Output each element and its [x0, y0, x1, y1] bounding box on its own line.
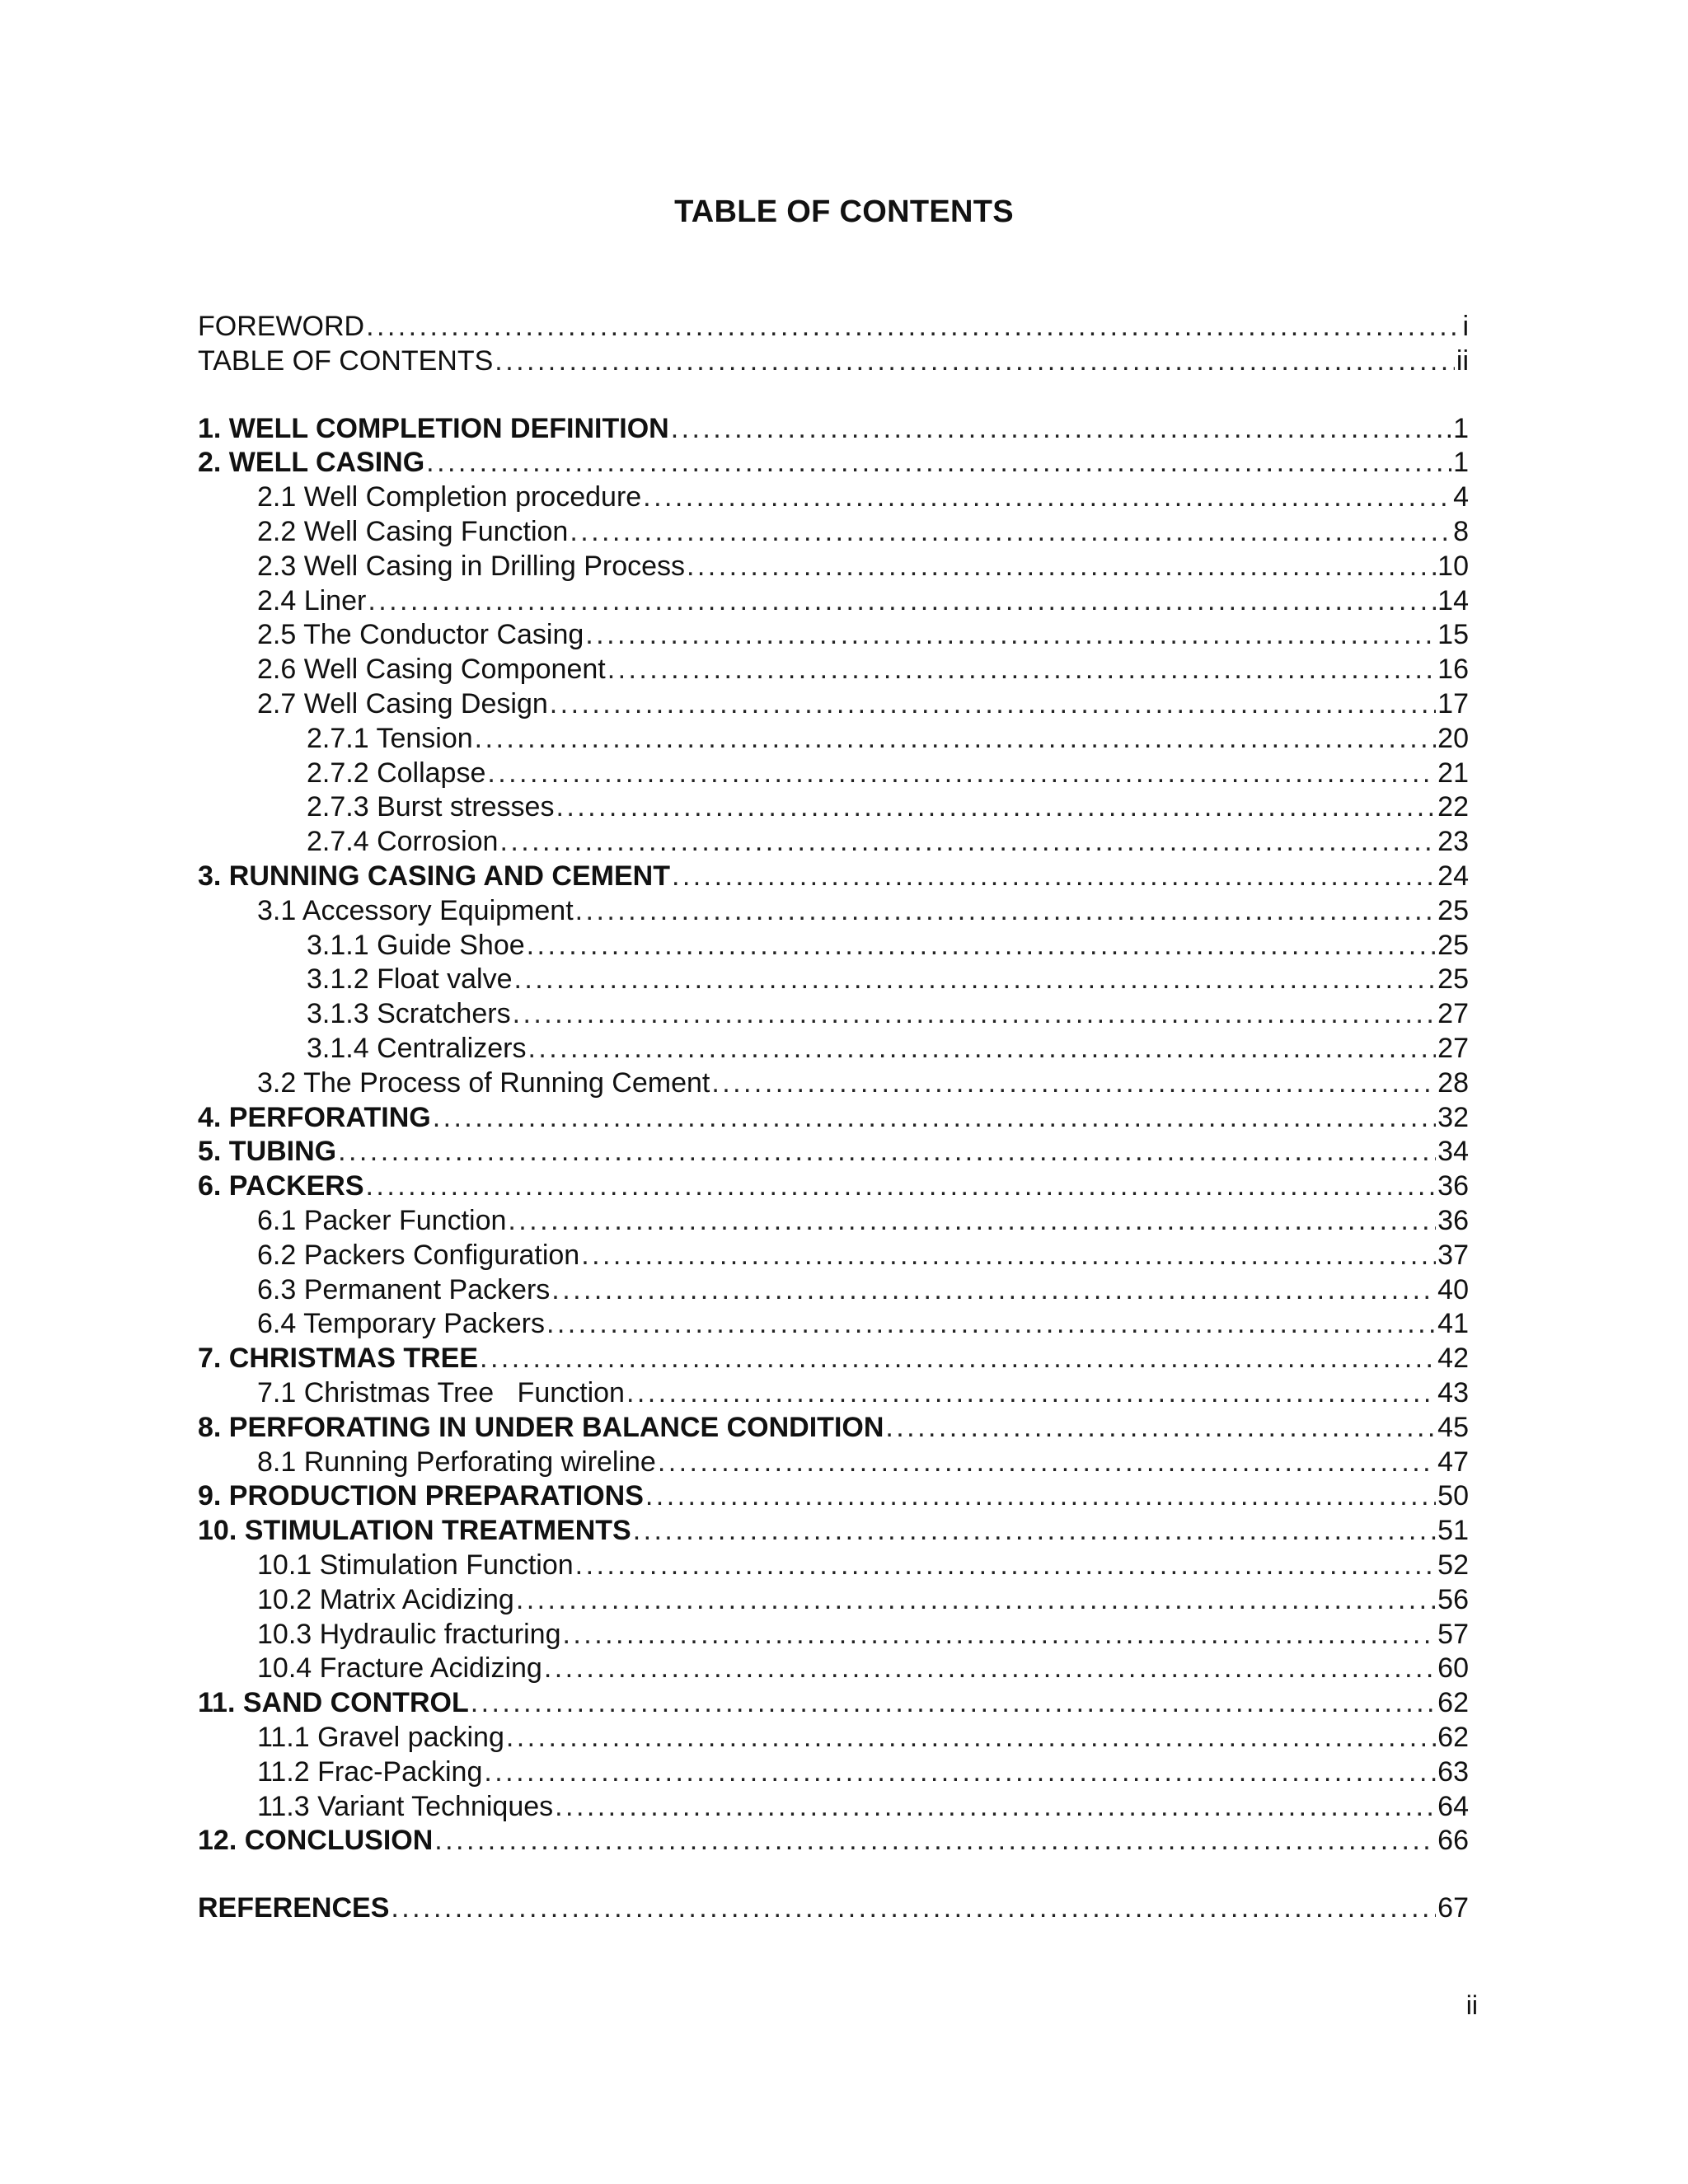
toc-entry[interactable]	[198, 1133, 1469, 1168]
toc-entry[interactable]	[198, 444, 1469, 479]
toc-entry-page: 4	[1453, 481, 1469, 513]
toc-leader-dots	[645, 1479, 1436, 1512]
toc-entry-label: 11. SAND CONTROL	[198, 1687, 469, 1718]
toc-leader-dots	[643, 480, 1451, 513]
toc-leader-dots	[366, 310, 1461, 343]
toc-entry[interactable]	[257, 1444, 1469, 1479]
toc-entry-page: 25	[1437, 895, 1469, 926]
toc-entry-page: 62	[1437, 1687, 1469, 1718]
toc-entry-page: 50	[1437, 1480, 1469, 1511]
toc-entry-label: 9. PRODUCTION PREPARATIONS	[198, 1480, 644, 1511]
toc-entry-label: 7. CHRISTMAS TREE	[198, 1343, 479, 1374]
toc-entry-label: 6.2 Packers Configuration	[257, 1240, 580, 1271]
toc-leader-dots	[658, 1446, 1436, 1479]
toc-entry-page: 47	[1437, 1446, 1469, 1478]
toc-entry[interactable]	[257, 651, 1469, 686]
toc-entry-page: 66	[1437, 1825, 1469, 1856]
toc-entry-page: 41	[1437, 1308, 1469, 1339]
toc-entry[interactable]	[307, 996, 1469, 1030]
toc-entry-label: 6. PACKERS	[198, 1170, 364, 1202]
toc-entry-label: 11.2 Frac-Packing	[257, 1756, 483, 1788]
toc-entry-label: 3. RUNNING CASING AND CEMENT	[198, 860, 670, 892]
toc-leader-dots	[626, 1376, 1436, 1409]
toc-entry[interactable]	[198, 1685, 1469, 1719]
toc-entry-page: 14	[1437, 585, 1469, 616]
toc-leader-dots	[527, 929, 1437, 962]
toc-entry-label: 2.1 Well Completion procedure	[257, 481, 642, 513]
toc-entry-page: 67	[1437, 1892, 1469, 1924]
toc-entry-label: 2.5 The Conductor Casing	[257, 619, 584, 650]
toc-entry[interactable]	[307, 789, 1469, 823]
toc-entry-page: 34	[1437, 1136, 1469, 1167]
toc-entry-label: 7.1 Christmas Tree Function	[257, 1377, 625, 1408]
toc-leader-dots	[513, 963, 1436, 996]
toc-leader-dots	[546, 1307, 1436, 1340]
toc-entry-page: 63	[1437, 1756, 1469, 1788]
toc-entry[interactable]	[307, 961, 1469, 996]
toc-leader-dots	[508, 1204, 1436, 1237]
toc-entry-label: FOREWORD	[198, 311, 365, 342]
toc-leader-dots	[711, 1066, 1436, 1099]
toc-entry[interactable]	[257, 1719, 1469, 1754]
toc-entry-page: 23	[1437, 826, 1469, 857]
toc-entry[interactable]	[198, 1099, 1469, 1134]
toc-leader-dots	[480, 1342, 1436, 1375]
toc-entry[interactable]	[198, 1512, 1469, 1547]
toc-entry-page: 51	[1437, 1515, 1469, 1546]
toc-entry-page: 45	[1437, 1412, 1469, 1443]
toc-leader-dots	[506, 1721, 1436, 1754]
toc-leader-dots	[513, 997, 1437, 1030]
toc-entry-page: 27	[1437, 1033, 1469, 1064]
toc-leader-dots	[366, 1169, 1437, 1202]
toc-entry[interactable]	[198, 308, 1469, 343]
toc-entry-label: 6.1 Packer Function	[257, 1205, 507, 1236]
toc-entry[interactable]	[198, 1822, 1469, 1857]
toc-leader-dots	[570, 515, 1451, 548]
toc-entry-page: 21	[1437, 757, 1469, 789]
toc-leader-dots	[338, 1135, 1436, 1168]
toc-entry-page: 25	[1437, 963, 1469, 995]
toc-entry-label: 11.1 Gravel packing	[257, 1722, 504, 1753]
toc-entry[interactable]	[257, 616, 1469, 651]
toc-entry-page: 52	[1437, 1549, 1469, 1581]
toc-entry[interactable]	[307, 755, 1469, 790]
toc-entry[interactable]	[257, 1547, 1469, 1582]
toc-entry-page: 57	[1437, 1619, 1469, 1650]
toc-entry[interactable]	[198, 858, 1469, 893]
toc-entry-label: 3.1.2 Float valve	[307, 963, 513, 995]
toc-entry-label: 12. CONCLUSION	[198, 1825, 434, 1856]
toc-entry-label: 2.3 Well Casing in Drilling Process	[257, 551, 686, 582]
toc-leader-dots	[550, 687, 1436, 720]
toc-entry[interactable]	[307, 823, 1469, 858]
toc-entry[interactable]	[307, 1030, 1469, 1065]
toc-leader-dots	[433, 1101, 1436, 1134]
page-number: ii	[1465, 1990, 1478, 2020]
toc-leader-dots	[391, 1891, 1436, 1924]
toc-entry-label: REFERENCES	[198, 1892, 390, 1924]
toc-leader-dots	[484, 1755, 1436, 1788]
toc-entry-page: 43	[1437, 1377, 1469, 1408]
toc-entry[interactable]	[257, 1305, 1469, 1340]
toc-entry-page: 32	[1437, 1102, 1469, 1133]
toc-entry-page: 16	[1437, 654, 1469, 685]
toc-entry-label: 3.1 Accessory Equipment	[257, 895, 574, 926]
toc-entry-label: 2.2 Well Casing Function	[257, 516, 569, 547]
toc-leader-dots	[672, 860, 1436, 893]
toc-entry[interactable]	[257, 1582, 1469, 1616]
toc-leader-dots	[607, 653, 1436, 686]
toc-leader-dots	[885, 1411, 1436, 1444]
toc-entry-label: 8.1 Running Perforating wireline	[257, 1446, 656, 1478]
toc-entry[interactable]	[307, 720, 1469, 755]
toc-entry[interactable]	[257, 1237, 1469, 1272]
toc-entry-page: 8	[1453, 516, 1469, 547]
toc-leader-dots	[563, 1618, 1437, 1651]
toc-entry-page: 1	[1453, 447, 1469, 478]
toc-entry[interactable]	[198, 1168, 1469, 1202]
toc-leader-dots	[495, 344, 1455, 377]
toc-entry[interactable]	[198, 1478, 1469, 1512]
toc-entry[interactable]	[198, 1890, 1469, 1924]
toc-entry-label: 4. PERFORATING	[198, 1102, 431, 1133]
toc-entry-label: 3.1.3 Scratchers	[307, 998, 511, 1029]
toc-entry-label: 5. TUBING	[198, 1136, 337, 1167]
toc-leader-dots	[551, 1273, 1436, 1306]
toc-leader-dots	[575, 894, 1437, 927]
toc-entry[interactable]	[257, 1616, 1469, 1651]
toc-leader-dots	[633, 1514, 1436, 1547]
toc-entry[interactable]	[257, 479, 1469, 513]
toc-entry-page: 28	[1437, 1067, 1469, 1099]
toc-entry[interactable]	[257, 583, 1469, 617]
toc-entry-page: 37	[1437, 1240, 1469, 1271]
toc-leader-dots	[368, 584, 1436, 617]
toc-entry-label: 10.3 Hydraulic fracturing	[257, 1619, 561, 1650]
toc-entry-label: 10. STIMULATION TREATMENTS	[198, 1515, 631, 1546]
toc-entry-label: TABLE OF CONTENTS	[198, 345, 494, 377]
toc-entry[interactable]	[198, 410, 1469, 445]
toc-entry-page: 10	[1437, 551, 1469, 582]
toc-entry-label: 3.1.1 Guide Shoe	[307, 930, 525, 961]
toc-entry[interactable]	[257, 1375, 1469, 1409]
toc-entry-page: 60	[1437, 1652, 1469, 1684]
toc-leader-dots	[556, 790, 1436, 823]
toc-entry-label: 1. WELL COMPLETION DEFINITION	[198, 413, 669, 444]
page-title: TABLE OF CONTENTS	[674, 194, 1014, 229]
toc-entry[interactable]	[257, 548, 1469, 583]
toc-entry[interactable]	[198, 1340, 1469, 1375]
toc-leader-dots	[544, 1652, 1436, 1685]
toc-entry[interactable]	[198, 1409, 1469, 1444]
toc-entry[interactable]	[257, 513, 1469, 548]
toc-entry-page: i	[1462, 311, 1469, 342]
toc-entry-page: 22	[1437, 791, 1469, 823]
toc-entry-label: 2.6 Well Casing Component	[257, 654, 606, 685]
toc-leader-dots	[434, 1824, 1436, 1857]
toc-entry[interactable]	[257, 1202, 1469, 1237]
toc-entry-page: 40	[1437, 1274, 1469, 1305]
toc-entry-label: 8. PERFORATING IN UNDER BALANCE CONDITION	[198, 1412, 884, 1443]
toc-entry-page: ii	[1456, 345, 1469, 377]
toc-entry-label: 2.7.1 Tension	[307, 723, 473, 754]
toc-entry-label: 10.4 Fracture Acidizing	[257, 1652, 542, 1684]
toc-leader-dots	[516, 1583, 1436, 1616]
toc-leader-dots	[426, 446, 1451, 479]
toc-entry-page: 17	[1437, 688, 1469, 719]
toc-entry-label: 2.7.2 Collapse	[307, 757, 486, 789]
toc-leader-dots	[471, 1686, 1436, 1719]
toc-entry-label: 10.2 Matrix Acidizing	[257, 1584, 514, 1615]
toc-leader-dots	[499, 825, 1436, 858]
toc-entry-label: 2. WELL CASING	[198, 447, 425, 478]
toc-entry-page: 42	[1437, 1343, 1469, 1374]
toc-entry-label: 11.3 Variant Techniques	[257, 1791, 554, 1822]
toc-entry-page: 64	[1437, 1791, 1469, 1822]
toc-entry[interactable]	[257, 893, 1469, 927]
toc-entry-label: 3.2 The Process of Running Cement	[257, 1067, 710, 1099]
toc-leader-dots	[575, 1549, 1437, 1582]
toc-entry-page: 20	[1437, 723, 1469, 754]
toc-entry-page: 25	[1437, 930, 1469, 961]
toc-entry[interactable]	[257, 1650, 1469, 1685]
toc-entry[interactable]	[257, 1065, 1469, 1099]
toc-entry[interactable]	[198, 343, 1469, 377]
toc-entry-label: 10.1 Stimulation Function	[257, 1549, 574, 1581]
toc-entry-label: 2.7.4 Corrosion	[307, 826, 499, 857]
toc-entry-label: 2.7.3 Burst stresses	[307, 791, 555, 823]
toc-leader-dots	[581, 1239, 1436, 1272]
toc-entry-page: 24	[1437, 860, 1469, 892]
toc-entry-page: 27	[1437, 998, 1469, 1029]
toc-entry-page: 36	[1437, 1170, 1469, 1202]
toc-entry-page: 62	[1437, 1722, 1469, 1753]
toc-entry-label: 2.4 Liner	[257, 585, 367, 616]
toc-entry-label: 6.4 Temporary Packers	[257, 1308, 545, 1339]
toc-leader-dots	[671, 412, 1444, 445]
toc-entry-page: 15	[1437, 619, 1469, 650]
toc-entry-page: .1	[1445, 413, 1469, 444]
toc-entry-page: 36	[1437, 1205, 1469, 1236]
toc-entry[interactable]	[257, 686, 1469, 720]
toc-entry-page: 56	[1437, 1584, 1469, 1615]
toc-leader-dots	[475, 722, 1437, 755]
toc-entry[interactable]	[307, 927, 1469, 962]
toc-entry-label: 3.1.4 Centralizers	[307, 1033, 527, 1064]
toc-leader-dots	[555, 1790, 1436, 1823]
toc-entry[interactable]	[257, 1272, 1469, 1306]
toc-leader-dots	[585, 618, 1436, 651]
toc-leader-dots	[687, 550, 1436, 583]
toc-entry-label: 2.7 Well Casing Design	[257, 688, 548, 719]
toc-entry-label: 6.3 Permanent Packers	[257, 1274, 551, 1305]
toc-entry[interactable]	[257, 1754, 1469, 1788]
toc-leader-dots	[528, 1032, 1436, 1065]
toc-leader-dots	[487, 757, 1436, 790]
toc-entry[interactable]	[257, 1788, 1469, 1823]
